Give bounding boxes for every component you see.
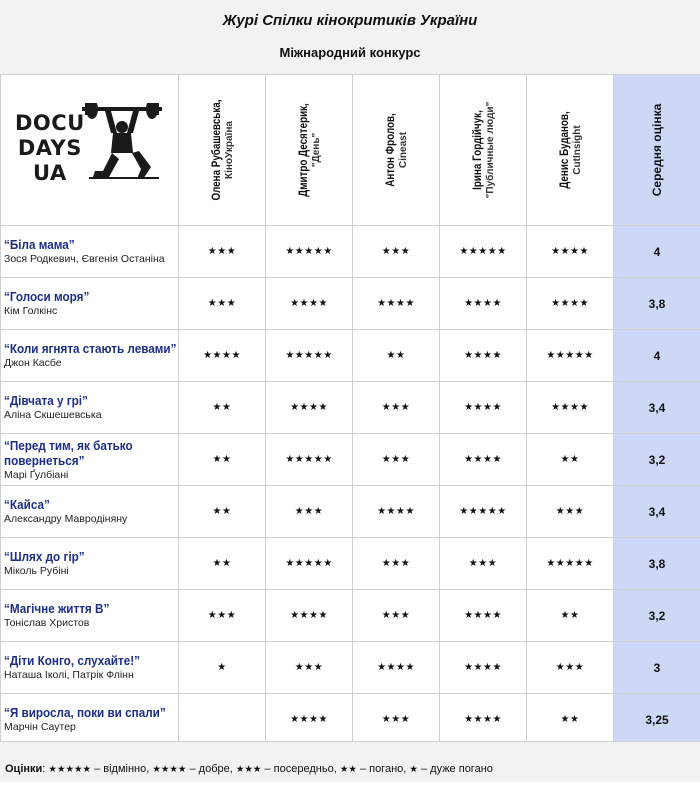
table-row <box>1 590 700 642</box>
rating-stars: ★ <box>179 642 266 694</box>
rating-stars: ★★★ <box>353 538 440 590</box>
rating-stars: ★★★★ <box>527 278 614 330</box>
table-row <box>1 486 700 538</box>
rating-stars: ★★★★★ <box>266 330 353 382</box>
legend-stars: ★ <box>409 764 418 775</box>
critic-header-3 <box>353 75 440 226</box>
rating-stars: ★★★ <box>440 538 527 590</box>
legend-meaning: – добре, <box>189 763 233 775</box>
film-director: Джон Касбе <box>4 357 62 369</box>
film-director: Міколь Рубіні <box>4 565 69 577</box>
legend-meaning: – дуже погано <box>420 763 493 775</box>
table-row <box>1 642 700 694</box>
film-cell <box>1 330 179 382</box>
critic-outlet: "Публичные люди" <box>485 101 496 199</box>
rating-stars: ★★★★★ <box>527 538 614 590</box>
rating-stars: ★★★★ <box>527 226 614 278</box>
rating-stars: ★★★ <box>527 486 614 538</box>
rating-stars: ★★★★ <box>440 642 527 694</box>
rating-stars: ★★ <box>527 434 614 486</box>
film-director: Наташа Іколі, Патрік Флінн <box>4 669 134 681</box>
film-title: “Діти Конго, слухайте!” <box>4 653 140 668</box>
table-row <box>1 330 700 382</box>
rating-stars: ★★★★ <box>440 330 527 382</box>
rating-stars: ★★★ <box>353 590 440 642</box>
rating-stars: ★★ <box>353 330 440 382</box>
film-title: “Перед тим, як батько повернеться” <box>4 437 133 468</box>
rating-stars: ★★★★ <box>527 382 614 434</box>
header <box>0 0 700 75</box>
rating-stars: ★★★★ <box>179 330 266 382</box>
critic-header-4 <box>440 75 527 226</box>
film-cell <box>1 642 179 694</box>
rating-stars: ★★ <box>179 486 266 538</box>
critic-name: Олена Рубашевська, <box>209 99 223 201</box>
logo-line-3: UA <box>33 161 67 185</box>
film-cell <box>1 538 179 590</box>
legend-stars: ★★★★★ <box>48 764 92 775</box>
rating-stars: ★★★★★ <box>440 486 527 538</box>
film-cell <box>1 382 179 434</box>
average-score: 3,2 <box>614 590 700 642</box>
average-score: 3,2 <box>614 434 700 486</box>
rating-stars: ★★★★ <box>440 694 527 746</box>
rating-stars: ★★★★ <box>266 590 353 642</box>
rating-stars: ★★★★★ <box>527 330 614 382</box>
table-row <box>1 226 700 278</box>
rating-stars <box>179 694 266 746</box>
critic-name: Ірина Гордійчук, <box>470 110 484 190</box>
rating-stars: ★★★★ <box>353 486 440 538</box>
critic-name: Антон Фролов, <box>383 113 397 187</box>
rating-stars: ★★ <box>527 590 614 642</box>
rating-stars: ★★★ <box>266 486 353 538</box>
critic-outlet: Cineast <box>398 131 409 169</box>
rating-stars: ★★★★★ <box>440 226 527 278</box>
rating-stars: ★★ <box>179 538 266 590</box>
ratings-table <box>0 74 700 746</box>
average-score: 4 <box>614 226 700 278</box>
rating-stars: ★★★★ <box>266 694 353 746</box>
rating-stars: ★★★ <box>353 382 440 434</box>
rating-stars: ★★ <box>179 434 266 486</box>
rating-stars: ★★★ <box>353 694 440 746</box>
legend-meaning: – погано, <box>359 763 407 775</box>
logo-cell <box>1 75 179 226</box>
film-title: “Я виросла, поки ви спали” <box>4 705 166 720</box>
legend-meaning: – посередньо, <box>264 763 337 775</box>
logo-line-2: DAYS <box>17 136 82 160</box>
rating-stars: ★★★ <box>179 278 266 330</box>
legend-meaning: – відмінно, <box>94 763 150 775</box>
film-director: Аліна Скшешевська <box>4 409 102 421</box>
film-director: Александру Мавродіняну <box>4 513 128 525</box>
film-cell <box>1 590 179 642</box>
film-director: Марчін Саутер <box>4 721 76 733</box>
film-cell <box>1 694 179 746</box>
critic-header-5 <box>527 75 614 226</box>
average-score: 3,4 <box>614 486 700 538</box>
film-director: Тоніслав Христов <box>4 617 90 629</box>
rating-stars: ★★★★ <box>266 278 353 330</box>
average-header-label: Середня оцінка <box>650 103 664 197</box>
rating-stars: ★★★★★ <box>266 538 353 590</box>
film-title: “Коли ягнята стають левами” <box>4 341 177 356</box>
average-score: 3,8 <box>614 278 700 330</box>
critic-name: Денис Буданов, <box>557 111 571 189</box>
rating-stars: ★★ <box>527 694 614 746</box>
weightlifter-icon <box>81 103 163 185</box>
rating-stars: ★★★ <box>179 226 266 278</box>
film-title: “Шлях до гір” <box>4 549 85 564</box>
average-score: 3,25 <box>614 694 700 746</box>
rating-stars: ★★★ <box>353 226 440 278</box>
film-director: Зося Родкевич, Євгенія Останіна <box>4 253 165 265</box>
table-row <box>1 694 700 746</box>
rating-stars: ★★★★ <box>440 382 527 434</box>
rating-stars: ★★ <box>179 382 266 434</box>
legend-stars: ★★★ <box>235 764 262 775</box>
rating-stars: ★★★ <box>179 590 266 642</box>
rating-stars: ★★★★ <box>353 642 440 694</box>
average-score: 4 <box>614 330 700 382</box>
page-title: Журі Спілки кінокритиків України <box>222 12 478 29</box>
average-score: 3,8 <box>614 538 700 590</box>
critic-outlet: КіноУкраїна <box>224 121 235 179</box>
logo-line-1: DOCU <box>15 111 85 135</box>
rating-stars: ★★★★ <box>440 590 527 642</box>
film-title: “Голоси моря” <box>4 289 90 304</box>
rating-stars: ★★★ <box>266 642 353 694</box>
film-director: Кім Голкінс <box>4 305 58 317</box>
average-header <box>614 75 700 226</box>
rating-stars: ★★★ <box>353 434 440 486</box>
rating-stars: ★★★★ <box>440 278 527 330</box>
rating-stars: ★★★★ <box>266 382 353 434</box>
critic-name: Дмитро Десятерик, <box>296 103 310 197</box>
table-row <box>1 434 700 486</box>
docudays-logo <box>13 103 163 193</box>
film-title: “Магічне життя В” <box>4 601 110 616</box>
film-cell <box>1 278 179 330</box>
rating-stars: ★★★★★ <box>266 434 353 486</box>
film-cell <box>1 486 179 538</box>
table-row <box>1 538 700 590</box>
average-score: 3 <box>614 642 700 694</box>
critic-header-1 <box>179 75 266 226</box>
legend-stars: ★★★★ <box>152 764 187 775</box>
legend-stars: ★★ <box>339 764 357 775</box>
header-row <box>1 75 700 226</box>
film-director: Марі Ґулбіані <box>4 468 69 481</box>
legend-text: Оцінки: ★★★★★ – відмінно, ★★★★ – добре, ★★★ – посередньо, ★★ – погано, ★ – дуже погано <box>5 763 493 775</box>
critic-outlet: "День" <box>311 132 322 168</box>
critic-outlet: CutInsight <box>572 125 583 175</box>
rating-stars: ★★★★ <box>440 434 527 486</box>
legend-label: Оцінки <box>5 763 43 775</box>
film-title: “Кайса” <box>4 497 50 512</box>
table-row <box>1 382 700 434</box>
film-title: “Дівчата у грі” <box>4 393 88 408</box>
film-title: “Біла мама” <box>4 237 75 252</box>
film-cell <box>1 434 179 486</box>
critic-header-2 <box>266 75 353 226</box>
average-score: 3,4 <box>614 382 700 434</box>
page-subtitle: Міжнародний конкурс <box>279 45 421 60</box>
rating-stars: ★★★★ <box>353 278 440 330</box>
rating-stars: ★★★ <box>527 642 614 694</box>
ratings-legend <box>0 741 700 782</box>
table-row <box>1 278 700 330</box>
film-cell <box>1 226 179 278</box>
rating-stars: ★★★★★ <box>266 226 353 278</box>
logo-text <box>15 111 85 186</box>
